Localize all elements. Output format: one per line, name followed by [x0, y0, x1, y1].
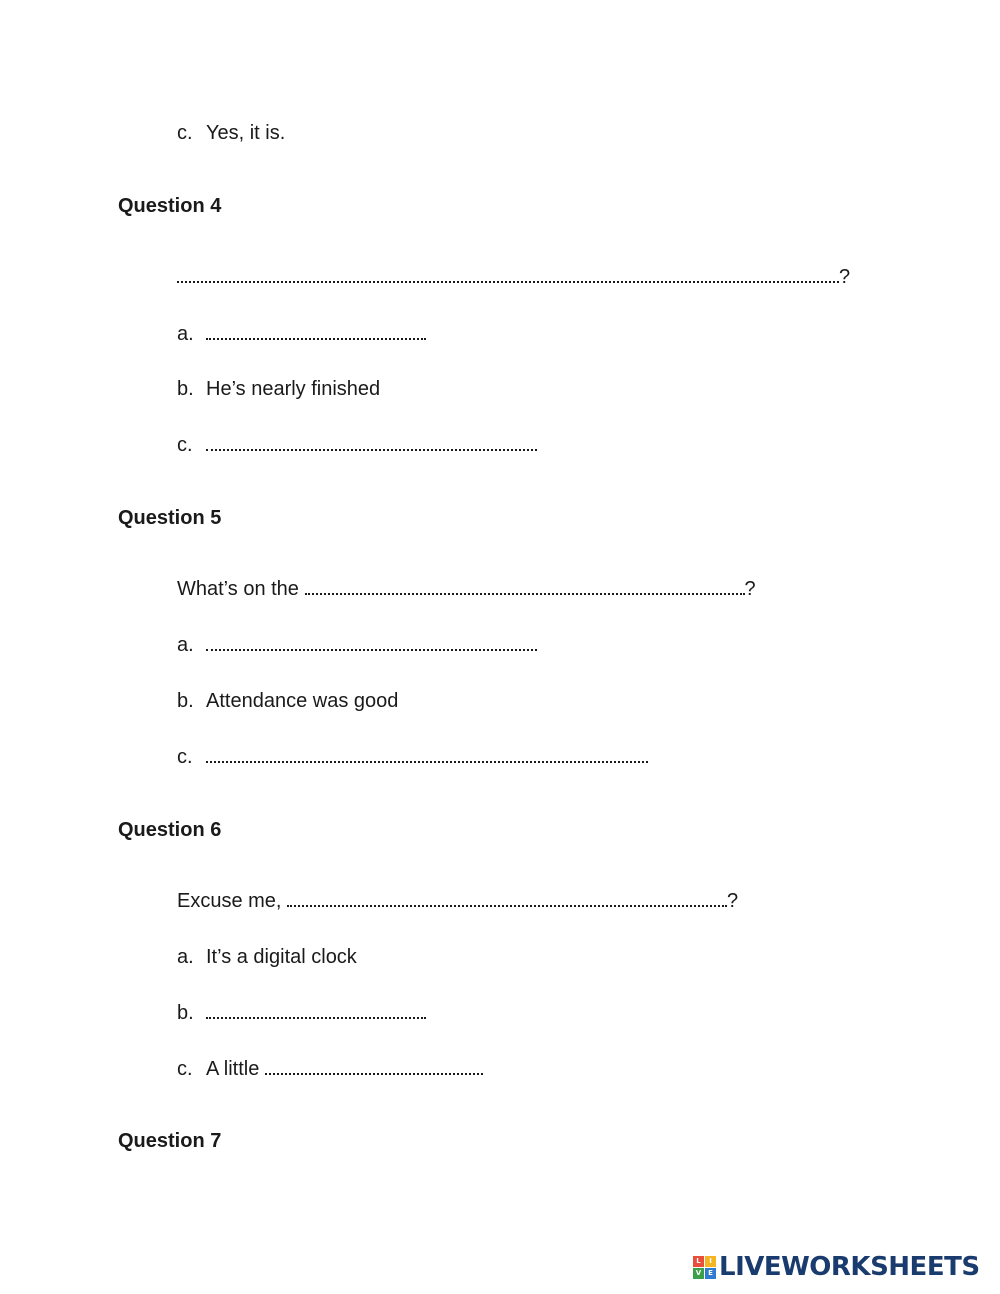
- option-letter: b.: [177, 378, 194, 400]
- answer-blank[interactable]: [206, 634, 537, 651]
- answer-blank[interactable]: [177, 266, 839, 283]
- question-prompt: ?: [177, 265, 850, 289]
- option-text: Yes, it is.: [206, 122, 286, 144]
- logo-mark-cell: L: [693, 1256, 704, 1267]
- answer-blank[interactable]: [265, 1058, 483, 1075]
- option-answer: [206, 322, 426, 346]
- option-letter: b.: [177, 1002, 194, 1024]
- option-letter: c.: [177, 434, 193, 456]
- option-letter: a.: [177, 323, 194, 345]
- option-letter: c.: [177, 746, 193, 768]
- question-heading: Question 4: [118, 195, 222, 217]
- answer-blank[interactable]: [206, 434, 537, 451]
- answer-blank[interactable]: [287, 890, 727, 907]
- option-text: Attendance was good: [206, 690, 399, 712]
- question-heading: Question 5: [118, 507, 222, 529]
- answer-blank[interactable]: [206, 323, 426, 340]
- logo-mark-cell: I: [705, 1256, 716, 1267]
- option-letter: c.: [177, 1058, 193, 1080]
- question-prompt: Excuse me, ?: [177, 890, 739, 912]
- option-letter: a.: [177, 946, 194, 968]
- option-answer: [206, 433, 537, 457]
- question-prompt: What’s on the ?: [177, 578, 756, 600]
- liveworksheets-logo: [693, 1252, 980, 1282]
- option-letter: c.: [177, 122, 193, 144]
- option-answer: A little: [206, 1057, 483, 1081]
- option-answer: [206, 633, 537, 657]
- option-answer: [206, 1001, 426, 1025]
- option-letter: a.: [177, 634, 194, 656]
- logo-mark-icon: [693, 1256, 716, 1279]
- logo-mark-cell: V: [693, 1268, 704, 1279]
- answer-blank[interactable]: [206, 1002, 426, 1019]
- logo-mark-cell: E: [705, 1268, 716, 1279]
- logo-text: LIVEWORKSHEETS: [719, 1252, 980, 1282]
- answer-blank[interactable]: [206, 746, 648, 763]
- option-letter: b.: [177, 690, 194, 712]
- answer-blank[interactable]: [305, 578, 745, 595]
- question-heading: Question 6: [118, 819, 222, 841]
- option-text: It’s a digital clock: [206, 946, 357, 968]
- option-answer: [206, 745, 648, 769]
- question-heading: Question 7: [118, 1130, 222, 1152]
- option-text: He’s nearly finished: [206, 378, 381, 400]
